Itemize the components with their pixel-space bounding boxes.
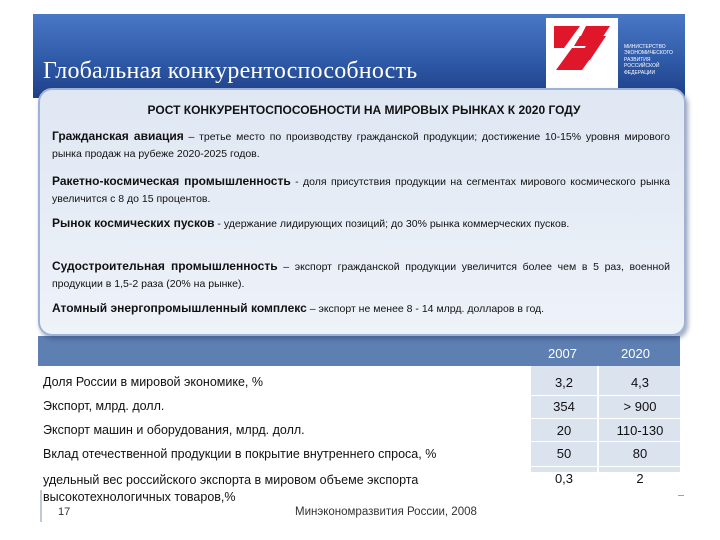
ministry-line: РОССИЙСКОЙ — [624, 63, 660, 70]
year-2020: 2020 — [621, 346, 650, 361]
ministry-logo — [546, 18, 618, 94]
table-cell: 50 — [556, 446, 572, 461]
table-cell: 20 — [556, 423, 572, 438]
table-cell: 2 — [636, 471, 644, 486]
ministry-line: ФЕДЕРАЦИИ — [624, 69, 656, 76]
table-cell: 80 — [632, 446, 648, 461]
arrow-logo-icon — [546, 18, 618, 94]
table-cell: 0,3 — [554, 471, 574, 486]
list-item — [52, 300, 670, 318]
item-text: – экспорт гражданской продукции увеличится более чем в 5 раз, военной продукции в 1,5-2 раза (20% на рынке). — [52, 261, 670, 290]
table-cell: 110-130 — [616, 423, 664, 438]
item-heading: Гражданская авиация — [52, 129, 184, 143]
table-cell: 354 — [553, 399, 575, 414]
item-heading: Ракетно-космическая промышленность — [52, 174, 291, 188]
table-divider — [38, 395, 680, 396]
table-cell: 4,3 — [630, 375, 650, 390]
footer-bracket — [40, 490, 48, 522]
item-text: - доля присутствия продукции на сегментах мирового космического рынка увеличится с 8 до 15 процентов. — [52, 176, 670, 205]
table-row-label: Доля России в мировой экономике, % — [43, 375, 263, 389]
slide-title: Глобальная конкурентоспособность — [43, 58, 418, 84]
footer-dash — [678, 495, 684, 496]
ministry-line: МИНИСТЕРСТВО — [624, 44, 666, 50]
table-cell: 3,2 — [554, 375, 574, 390]
item-heading: Рынок космических пусков — [52, 216, 215, 230]
table-divider — [38, 418, 680, 419]
table-row-label: удельный вес российского экспорта в мировом объеме экспорта — [43, 473, 419, 487]
footer-source: Минэкономразвития России, 2008 — [295, 506, 477, 518]
item-heading: Судостроительная промышленность — [52, 259, 278, 273]
item-text: – третье место по производству гражданской продукции; достижение 10-15% уровня мирового рынка продаж на рубеже 2020-2025 годов. — [52, 131, 670, 160]
table-header — [38, 336, 680, 366]
table-row-label: Экспорт машин и оборудования, млрд. долл. — [43, 423, 305, 437]
ministry-line: ЭКОНОМИЧЕСКОГО — [624, 50, 673, 57]
page-number: 17 — [58, 506, 71, 518]
table-divider — [38, 466, 680, 467]
ministry-line: РАЗВИТИЯ — [624, 56, 651, 63]
item-heading: Атомный энергопромышленный комплекс — [52, 301, 307, 315]
list-item — [52, 258, 670, 293]
competitiveness-panel — [38, 88, 686, 336]
year-2007: 2007 — [548, 346, 577, 361]
table-row-label: высокотехнологичных товаров,% — [43, 490, 236, 504]
item-text: - удержание лидирующих позиций; до 30% рынка коммерческих пусков. — [214, 218, 570, 230]
ministry-name — [624, 44, 684, 76]
table-divider — [38, 441, 680, 442]
list-item — [52, 173, 670, 208]
item-text: – экспорт не менее 8 - 14 млрд. долларов в год. — [306, 303, 545, 315]
table-cell: > 900 — [623, 399, 657, 414]
panel-title: РОСТ КОНКУРЕНТОСПОСОБНОСТИ НА МИРОВЫХ РЫНКАХ К 2020 ГОДУ — [147, 103, 581, 117]
table-row-label: Экспорт, млрд. долл. — [43, 399, 165, 413]
table-row-label: Вклад отечественной продукции в покрытие внутреннего спроса, % — [43, 447, 437, 461]
list-item — [52, 128, 670, 163]
list-item — [52, 215, 670, 233]
